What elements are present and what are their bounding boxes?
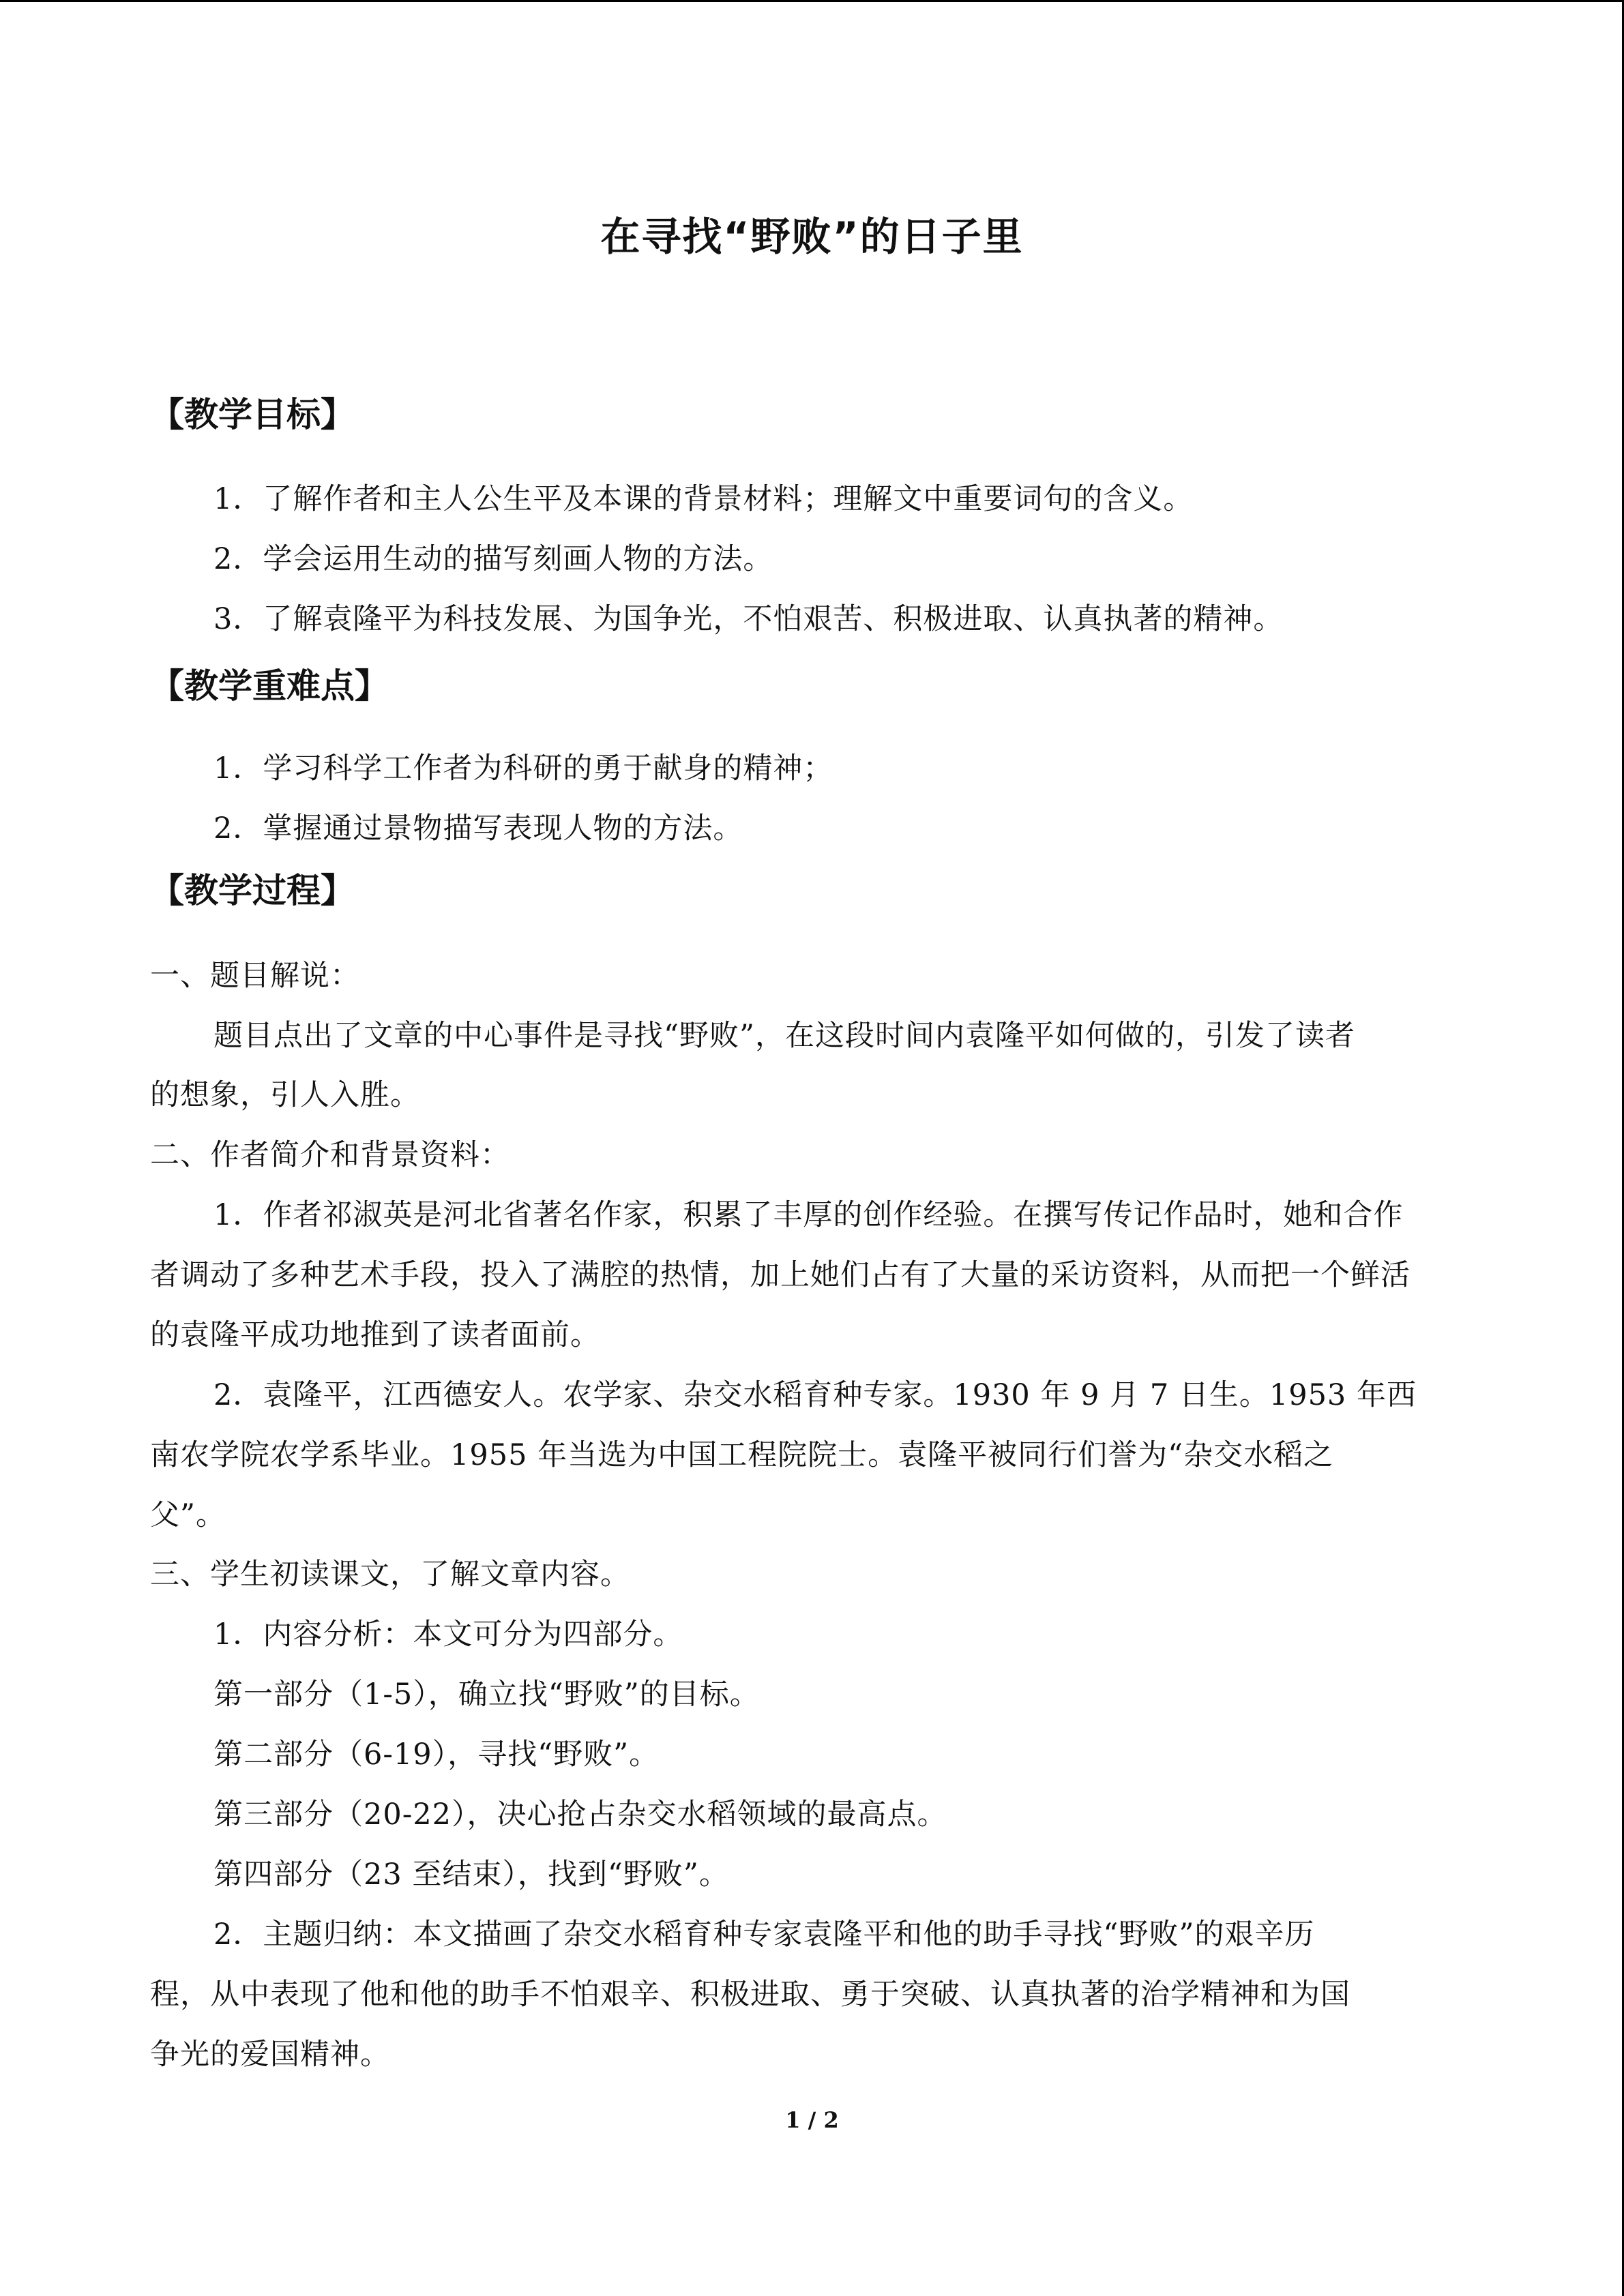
section-3-title: 三、学生初读课文，了解文章内容。 <box>150 1557 630 1592</box>
heading-key-points: 【教学重难点】 <box>150 666 389 706</box>
section-3-content-analysis: 1．内容分析：本文可分为四部分。 <box>213 1617 683 1652</box>
section-2-paragraph-line: 2．袁隆平，江西德安人。农学家、杂交水稻育种专家。1930 年 9 月 7 日生。1953 年西 <box>213 1378 1417 1412</box>
section-3-part-3: 第三部分（20-22），决心抢占杂交水稻领域的最高点。 <box>213 1798 947 1832</box>
section-2-title: 二、作者简介和背景资料： <box>150 1138 510 1172</box>
section-2-paragraph-line: 1．作者祁淑英是河北省著名作家，积累了丰厚的创作经验。在撰写传记作品时，她和合作 <box>213 1198 1404 1232</box>
goal-item-3: 3．了解袁隆平为科技发展、为国争光，不怕艰苦、积极进取、认真执著的精神。 <box>213 602 1284 636</box>
document-title: 在寻找“野败”的日子里 <box>600 213 1024 260</box>
key-point-item-2: 2．掌握通过景物描写表现人物的方法。 <box>213 811 743 846</box>
goal-item-2: 2．学会运用生动的描写刻画人物的方法。 <box>213 542 773 576</box>
section-3-part-2: 第二部分（6-19），寻找“野败”。 <box>213 1738 660 1772</box>
section-2-paragraph-line: 者调动了多种艺术手段，投入了满腔的热情，加上她们占有了大量的采访资料，从而把一个鲜活 <box>150 1258 1411 1292</box>
section-2-paragraph-line: 南农学院农学系毕业。1955 年当选为中国工程院院士。袁隆平被同行们誉为“杂交水稻之 <box>150 1438 1334 1472</box>
section-1-paragraph-line: 题目点出了文章的中心事件是寻找“野败”，在这段时间内袁隆平如何做的，引发了读者 <box>213 1019 1355 1053</box>
section-3-theme-line: 争光的爱国精神。 <box>150 2038 390 2072</box>
page-number: 1 / 2 <box>785 2107 839 2133</box>
section-1-paragraph-line: 的想象，引人入胜。 <box>150 1078 420 1112</box>
section-3-part-4: 第四部分（23 至结束），找到“野败”。 <box>213 1858 729 1892</box>
key-point-item-1: 1．学习科学工作者为科研的勇于献身的精神； <box>213 751 833 786</box>
section-3-theme-line: 程，从中表现了他和他的助手不怕艰辛、积极进取、勇于突破、认真执著的治学精神和为国 <box>150 1978 1350 2012</box>
goal-item-1: 1．了解作者和主人公生平及本课的背景材料；理解文中重要词句的含义。 <box>213 482 1194 516</box>
section-2-paragraph-line: 父”。 <box>150 1498 226 1532</box>
heading-process: 【教学过程】 <box>150 871 355 910</box>
section-1-title: 一、题目解说： <box>150 959 360 993</box>
section-3-theme-line: 2．主题归纳：本文描画了杂交水稻育种专家袁隆平和他的助手寻找“野败”的艰辛历 <box>213 1918 1315 1952</box>
section-2-paragraph-line: 的袁隆平成功地推到了读者面前。 <box>150 1318 600 1352</box>
heading-goals: 【教学目标】 <box>150 395 355 434</box>
section-3-part-1: 第一部分（1-5），确立找“野败”的目标。 <box>213 1678 760 1712</box>
